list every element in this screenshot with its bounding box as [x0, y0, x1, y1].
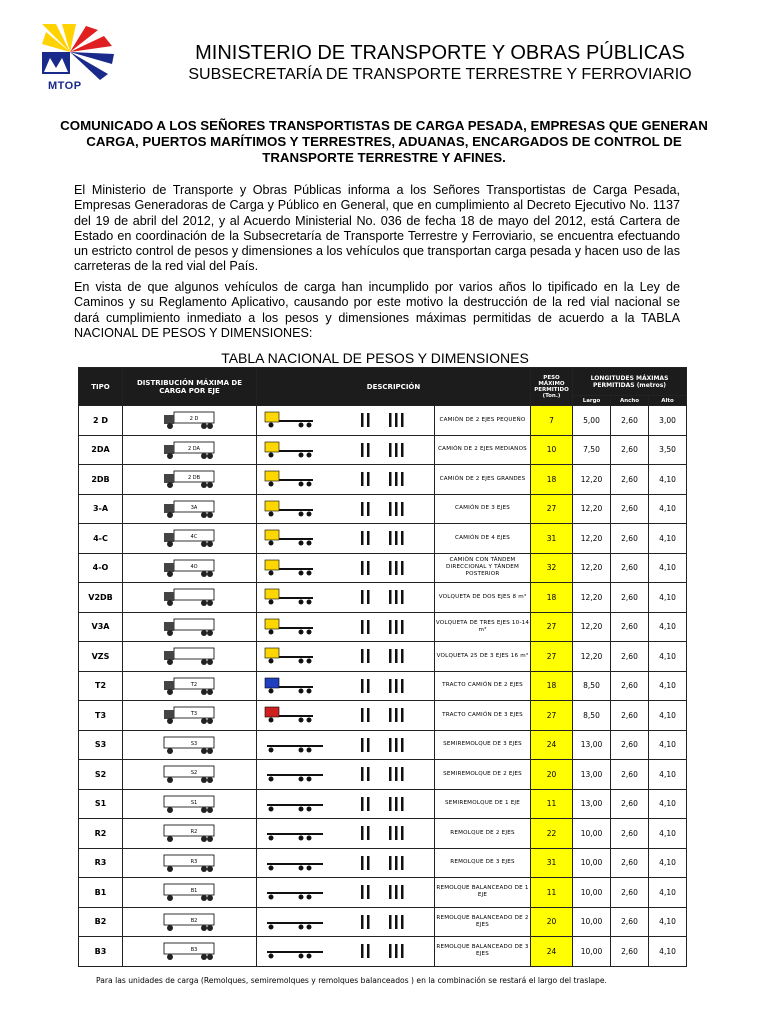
row-profile	[257, 435, 435, 465]
row-description: VOLQUETA DE TRES EJES 10-14 m³	[435, 612, 531, 642]
vehicle-label: 4C	[190, 534, 197, 541]
row-ancho: 2,60	[611, 848, 649, 878]
row-description: CAMIÓN DE 2 EJES PEQUEÑO	[435, 406, 531, 436]
row-largo: 10,00	[573, 848, 611, 878]
vehicle-profile-icon	[261, 586, 431, 608]
row-alto: 4,10	[649, 848, 687, 878]
row-peso: 31	[531, 848, 573, 878]
vehicle-side-icon	[160, 645, 220, 667]
row-distribution	[123, 730, 257, 760]
vehicle-label: B3	[190, 947, 197, 954]
row-alto: 3,50	[649, 435, 687, 465]
row-largo: 12,20	[573, 465, 611, 495]
row-distribution	[123, 583, 257, 613]
row-description: REMOLQUE BALANCEADO DE 3 EJES	[435, 937, 531, 967]
row-description: SEMIREMOLQUE DE 2 EJES	[435, 760, 531, 790]
row-tipo: 2 D	[79, 406, 123, 436]
footnote: Para las unidades de carga (Remolques, semiremolques y remolques balanceados ) en la combinación se restará el largo del traslape.	[96, 976, 607, 985]
row-profile	[257, 907, 435, 937]
vehicle-side-icon	[160, 468, 220, 490]
row-peso: 18	[531, 671, 573, 701]
header-alto: Alto	[649, 396, 687, 406]
row-tipo: T3	[79, 701, 123, 731]
vehicle-side-icon	[160, 616, 220, 638]
row-peso: 20	[531, 907, 573, 937]
row-description: REMOLQUE BALANCEADO DE 2 EJES	[435, 907, 531, 937]
row-description: CAMIÓN DE 4 EJES	[435, 524, 531, 554]
row-profile	[257, 789, 435, 819]
row-tipo: B3	[79, 937, 123, 967]
row-description: CAMIÓN DE 3 EJES	[435, 494, 531, 524]
row-alto: 4,10	[649, 937, 687, 967]
row-peso: 18	[531, 583, 573, 613]
row-profile	[257, 642, 435, 672]
row-profile	[257, 612, 435, 642]
row-alto: 3,00	[649, 406, 687, 436]
row-description: CAMIÓN DE 2 EJES GRANDES	[435, 465, 531, 495]
row-description: TRACTO CAMIÓN DE 3 EJES	[435, 701, 531, 731]
row-ancho: 2,60	[611, 553, 649, 583]
row-alto: 4,10	[649, 760, 687, 790]
weights-dimensions-table	[78, 367, 687, 967]
header-tipo: TIPO	[79, 368, 123, 406]
row-peso: 24	[531, 937, 573, 967]
table-row	[79, 642, 687, 672]
row-profile	[257, 937, 435, 967]
table-row	[79, 789, 687, 819]
table-row	[79, 435, 687, 465]
vehicle-label: S1	[190, 799, 197, 806]
row-peso: 7	[531, 406, 573, 436]
row-distribution	[123, 760, 257, 790]
row-profile	[257, 730, 435, 760]
row-description: CAMIÓN CON TÁNDEM DIRECCIONAL Y TÁNDEM POSTERIOR	[435, 553, 531, 583]
row-profile	[257, 701, 435, 731]
vehicle-side-icon	[160, 881, 220, 903]
row-tipo: S3	[79, 730, 123, 760]
table-row	[79, 524, 687, 554]
vehicle-label: 2 D	[189, 416, 198, 423]
vehicle-profile-icon	[261, 852, 431, 874]
row-ancho: 2,60	[611, 671, 649, 701]
row-tipo: 4-O	[79, 553, 123, 583]
row-ancho: 2,60	[611, 612, 649, 642]
row-largo: 8,50	[573, 701, 611, 731]
vehicle-profile-icon	[261, 557, 431, 579]
vehicle-label: B2	[190, 917, 197, 924]
row-tipo: B2	[79, 907, 123, 937]
row-profile	[257, 553, 435, 583]
row-peso: 32	[531, 553, 573, 583]
vehicle-side-icon	[160, 586, 220, 608]
row-alto: 4,10	[649, 612, 687, 642]
table-row	[79, 701, 687, 731]
row-profile	[257, 671, 435, 701]
row-largo: 13,00	[573, 730, 611, 760]
row-distribution	[123, 671, 257, 701]
vehicle-side-icon	[160, 734, 220, 756]
row-tipo: 2DA	[79, 435, 123, 465]
vehicle-side-icon	[160, 409, 220, 431]
row-peso: 11	[531, 878, 573, 908]
row-alto: 4,10	[649, 701, 687, 731]
row-distribution	[123, 465, 257, 495]
table-row	[79, 760, 687, 790]
vehicle-profile-icon	[261, 881, 431, 903]
row-alto: 4,10	[649, 583, 687, 613]
vehicle-profile-icon	[261, 763, 431, 785]
row-tipo: B1	[79, 878, 123, 908]
row-largo: 10,00	[573, 878, 611, 908]
row-distribution	[123, 701, 257, 731]
header-distribucion: DISTRIBUCIÓN MÁXIMA DE CARGA POR EJE	[123, 368, 257, 406]
row-profile	[257, 524, 435, 554]
row-largo: 10,00	[573, 819, 611, 849]
row-largo: 7,50	[573, 435, 611, 465]
row-description: SEMIREMOLQUE DE 1 EJE	[435, 789, 531, 819]
logo-text: MTOP	[48, 80, 82, 92]
row-peso: 27	[531, 642, 573, 672]
row-largo: 10,00	[573, 907, 611, 937]
row-distribution	[123, 789, 257, 819]
row-description: REMOLQUE BALANCEADO DE 1 EJE	[435, 878, 531, 908]
vehicle-profile-icon	[261, 498, 431, 520]
row-ancho: 2,60	[611, 494, 649, 524]
row-description: REMOLQUE DE 2 EJES	[435, 819, 531, 849]
row-ancho: 2,60	[611, 878, 649, 908]
row-largo: 12,20	[573, 583, 611, 613]
vehicle-profile-icon	[261, 911, 431, 933]
row-peso: 31	[531, 524, 573, 554]
row-description: REMOLQUE DE 3 EJES	[435, 848, 531, 878]
row-description: VOLQUETA DE DOS EJES 8 m³	[435, 583, 531, 613]
row-profile	[257, 465, 435, 495]
row-ancho: 2,60	[611, 406, 649, 436]
vehicle-profile-icon	[261, 468, 431, 490]
row-distribution	[123, 524, 257, 554]
header-descripcion: DESCRIPCIÓN	[257, 368, 531, 406]
row-alto: 4,10	[649, 789, 687, 819]
row-alto: 4,10	[649, 524, 687, 554]
row-profile	[257, 819, 435, 849]
row-description: CAMIÓN DE 2 EJES MEDIANOS	[435, 435, 531, 465]
vehicle-side-icon	[160, 911, 220, 933]
row-tipo: S1	[79, 789, 123, 819]
row-peso: 27	[531, 494, 573, 524]
row-tipo: R2	[79, 819, 123, 849]
row-tipo: 3-A	[79, 494, 123, 524]
vehicle-profile-icon	[261, 675, 431, 697]
table-row	[79, 907, 687, 937]
row-peso: 20	[531, 760, 573, 790]
row-profile	[257, 878, 435, 908]
vehicle-side-icon	[160, 557, 220, 579]
vehicle-label: S2	[190, 770, 197, 777]
row-distribution	[123, 878, 257, 908]
row-largo: 12,20	[573, 642, 611, 672]
row-alto: 4,10	[649, 730, 687, 760]
vehicle-side-icon	[160, 704, 220, 726]
table-row	[79, 612, 687, 642]
row-largo: 5,00	[573, 406, 611, 436]
row-ancho: 2,60	[611, 465, 649, 495]
vehicle-label: R2	[190, 829, 197, 836]
row-ancho: 2,60	[611, 789, 649, 819]
row-alto: 4,10	[649, 553, 687, 583]
header-longitudes: LONGITUDES MÁXIMAS PERMITIDAS (metros)	[573, 368, 687, 396]
row-peso: 27	[531, 612, 573, 642]
row-largo: 12,20	[573, 553, 611, 583]
row-tipo: R3	[79, 848, 123, 878]
row-largo: 12,20	[573, 612, 611, 642]
row-ancho: 2,60	[611, 583, 649, 613]
header-largo: Largo	[573, 396, 611, 406]
row-peso: 11	[531, 789, 573, 819]
header-ancho: Ancho	[611, 396, 649, 406]
vehicle-profile-icon	[261, 793, 431, 815]
row-tipo: V3A	[79, 612, 123, 642]
table-row	[79, 465, 687, 495]
subsecretariat-title: SUBSECRETARÍA DE TRANSPORTE TERRESTRE Y FERROVIARIO	[188, 66, 692, 83]
table-row	[79, 937, 687, 967]
ministry-title: MINISTERIO DE TRANSPORTE Y OBRAS PÚBLICAS	[195, 42, 685, 64]
communique-heading: COMUNICADO A LOS SEÑORES TRANSPORTISTAS DE CARGA PESADA, EMPRESAS QUE GENERAN CARGA, PUERTOS MARÍTIMOS Y TERRESTRES, ADUANAS, ENCARGADOS DE CONTROL DE TRANSPORTE TERRESTRE Y AFINES.	[60, 118, 708, 165]
paragraph-2: En vista de que algunos vehículos de carga han incumplido por varios años lo tipificado en la Ley de Caminos y su Reglamento Aplicativo, causando por este motivo la destrucción de la red vial nacional se dará cumplimiento inmediato a los pesos y dimensiones máximas permitidas de acuerdo a la TABLA NACIONAL DE PESOS Y DIMENSIONES:	[74, 280, 680, 340]
row-alto: 4,10	[649, 494, 687, 524]
table-row	[79, 671, 687, 701]
row-description: VOLQUETA 25 DE 3 EJES 16 m³	[435, 642, 531, 672]
row-tipo: 2DB	[79, 465, 123, 495]
row-distribution	[123, 819, 257, 849]
row-ancho: 2,60	[611, 642, 649, 672]
row-largo: 12,20	[573, 494, 611, 524]
row-tipo: VZS	[79, 642, 123, 672]
row-alto: 4,10	[649, 642, 687, 672]
table-row	[79, 730, 687, 760]
row-largo: 13,00	[573, 760, 611, 790]
vehicle-profile-icon	[261, 439, 431, 461]
vehicle-label: B1	[190, 888, 197, 895]
row-distribution	[123, 848, 257, 878]
header-peso: PESO MÁXIMO PERMITIDO (Ton.)	[531, 368, 573, 406]
vehicle-profile-icon	[261, 940, 431, 962]
vehicle-side-icon	[160, 439, 220, 461]
row-alto: 4,10	[649, 907, 687, 937]
row-description: SEMIREMOLQUE DE 3 EJES	[435, 730, 531, 760]
row-ancho: 2,60	[611, 907, 649, 937]
vehicle-profile-icon	[261, 704, 431, 726]
row-peso: 18	[531, 465, 573, 495]
vehicle-side-icon	[160, 793, 220, 815]
table-row	[79, 848, 687, 878]
table-row	[79, 494, 687, 524]
row-ancho: 2,60	[611, 760, 649, 790]
row-distribution	[123, 553, 257, 583]
vehicle-label: 2 DB	[187, 475, 200, 482]
row-largo: 13,00	[573, 789, 611, 819]
row-distribution	[123, 642, 257, 672]
table-row	[79, 819, 687, 849]
table-title: TABLA NACIONAL DE PESOS Y DIMENSIONES	[221, 350, 529, 366]
row-ancho: 2,60	[611, 937, 649, 967]
vehicle-profile-icon	[261, 409, 431, 431]
vehicle-side-icon	[160, 763, 220, 785]
vehicle-label: 2 DA	[187, 445, 200, 452]
row-alto: 4,10	[649, 878, 687, 908]
row-distribution	[123, 612, 257, 642]
row-distribution	[123, 406, 257, 436]
table-row	[79, 553, 687, 583]
row-tipo: T2	[79, 671, 123, 701]
vehicle-side-icon	[160, 852, 220, 874]
table-row	[79, 583, 687, 613]
row-peso: 24	[531, 730, 573, 760]
row-tipo: S2	[79, 760, 123, 790]
row-alto: 4,10	[649, 819, 687, 849]
row-largo: 12,20	[573, 524, 611, 554]
vehicle-label: S3	[190, 740, 197, 747]
row-ancho: 2,60	[611, 524, 649, 554]
row-profile	[257, 848, 435, 878]
row-distribution	[123, 907, 257, 937]
row-ancho: 2,60	[611, 819, 649, 849]
vehicle-side-icon	[160, 675, 220, 697]
row-description: TRACTO CAMIÓN DE 2 EJES	[435, 671, 531, 701]
row-ancho: 2,60	[611, 730, 649, 760]
vehicle-side-icon	[160, 498, 220, 520]
vehicle-label: T2	[190, 681, 197, 688]
row-profile	[257, 583, 435, 613]
row-alto: 4,10	[649, 465, 687, 495]
row-peso: 10	[531, 435, 573, 465]
row-peso: 27	[531, 701, 573, 731]
vehicle-side-icon	[160, 822, 220, 844]
row-profile	[257, 494, 435, 524]
row-profile	[257, 760, 435, 790]
table-row	[79, 878, 687, 908]
row-ancho: 2,60	[611, 435, 649, 465]
vehicle-label: 3A	[190, 504, 197, 511]
row-distribution	[123, 937, 257, 967]
vehicle-label: T3	[190, 711, 197, 718]
vehicle-label: R3	[190, 858, 197, 865]
row-peso: 22	[531, 819, 573, 849]
paragraph-1: El Ministerio de Transporte y Obras Públicas informa a los Señores Transportistas de Carga Pesada, Empresas Generadoras de Carga y Público en General, que en cumplimiento al Decreto Ejecutivo No. 1137 del 19 de abril del 2012, y al Acuerdo Ministerial No. 036 de fecha 18 de mayo del 2012, está Cartera de Estado en coordinación de la Subsecretaría de Transporte Terrestre y Ferroviario, se encuentra efectuando un estricto control de pesos y dimensiones a los vehículos que transportan carga pesada y hacen uso de las carreteras de la red vial del País.	[74, 183, 680, 274]
row-largo: 10,00	[573, 937, 611, 967]
row-alto: 4,10	[649, 671, 687, 701]
row-tipo: 4-C	[79, 524, 123, 554]
row-profile	[257, 406, 435, 436]
row-tipo: V2DB	[79, 583, 123, 613]
vehicle-side-icon	[160, 940, 220, 962]
row-ancho: 2,60	[611, 701, 649, 731]
vehicle-profile-icon	[261, 822, 431, 844]
vehicle-label: 4O	[189, 563, 198, 570]
vehicle-profile-icon	[261, 527, 431, 549]
row-distribution	[123, 435, 257, 465]
row-distribution	[123, 494, 257, 524]
row-largo: 8,50	[573, 671, 611, 701]
table-row	[79, 406, 687, 436]
vehicle-profile-icon	[261, 616, 431, 638]
vehicle-side-icon	[160, 527, 220, 549]
vehicle-profile-icon	[261, 734, 431, 756]
vehicle-profile-icon	[261, 645, 431, 667]
